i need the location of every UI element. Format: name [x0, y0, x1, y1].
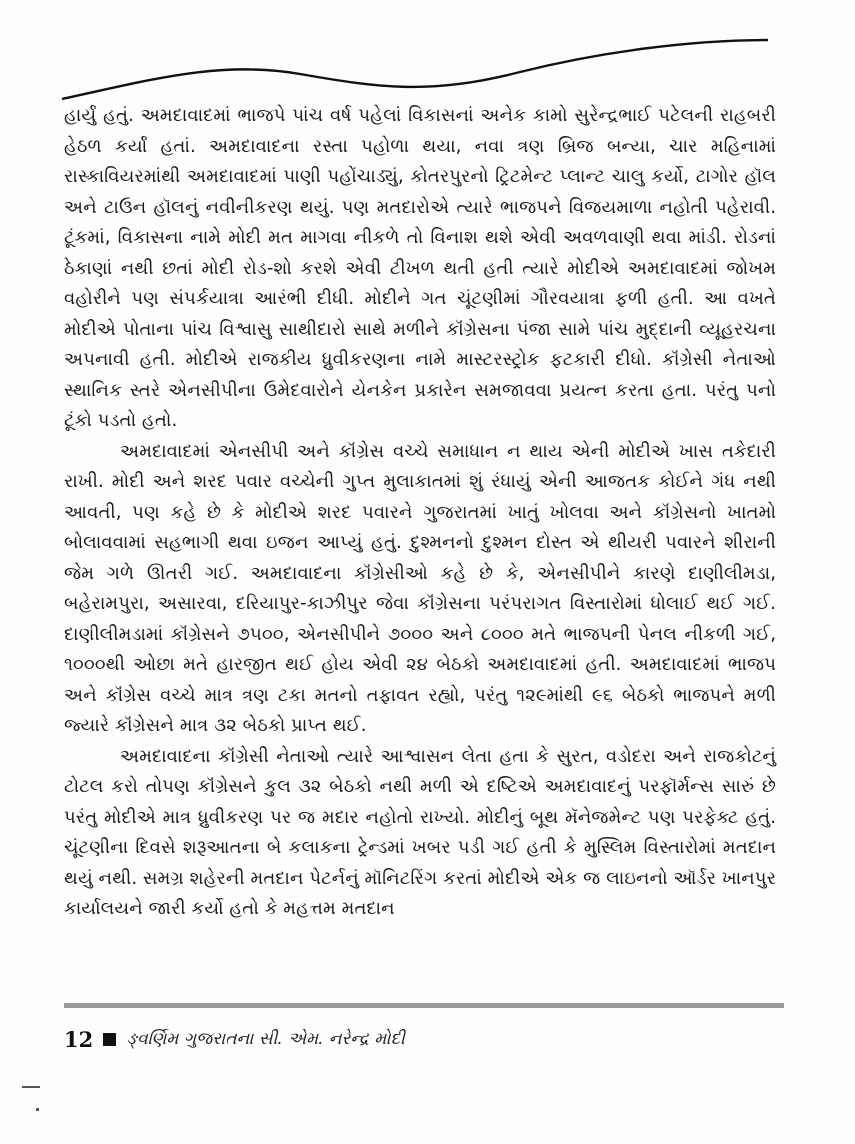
- body-text: [64, 101, 776, 925]
- page-number: 12: [64, 1026, 94, 1052]
- paragraph-1: હાર્યું હતું. અમદાવાદમાં ભાજપે પાંચ વર્ષ પહેલાં વિકાસનાં અનેક કામો સુરેન્દ્રભાઈ પટેલની રાહબરી હેઠળ કર્યાં હતાં. અમદાવાદના રસ્તા પહોળા થયા, નવા ત્રણ બ્રિજ બન્યા, ચાર મહિનામાં રાસ્કાવિયરમાંથી અમદાવાદમાં પાણી પહોંચાડ્યું, કોતરપુરનો ટ્રિટમેન્ટ પ્લાન્ટ ચાલુ કર્યો, ટાગોર હૉલ અને ટાઉન હૉલનું નવીનીકરણ થયું. પણ મતદારોએ ત્યારે ભાજપને વિજયમાળા નહોતી પહેરાવી. ટૂંકમાં, વિકાસના નામે મોદી મત માગવા નીકળે તો વિનાશ થશે એવી અવળવાણી થવા માંડી. રોડનાં ઠેકાણાં નથી છતાં મોદી રોડ-શો કરશે એવી ટીખળ થતી હતી ત્યારે મોદીએ અમદાવાદમાં જોખમ વહોરીને પણ સંપર્કયાત્રા આરંભી દીધી. મોદીને ગત ચૂંટણીમાં ગૌરવયાત્રા ફળી હતી. આ વખતે મોદીએ પોતાના પાંચ વિશ્વાસુ સાથીદારો સાથે મળીને કૉંગ્રેસના પંજા સામે પાંચ મુદ્દાની વ્યૂહરચના અપનાવી હતી. મોદીએ રાજકીય ધ્રુવીકરણના નામે માસ્ટરસ્ટ્રોક ફટકારી દીધો. કૉંગ્રેસી નેતાઓ સ્થાનિક સ્તરે એનસીપીના ઉમેદવારોને યેનકેન પ્રકારેન સમજાવવા પ્રયત્ન કરતા હતા. પરંતુ પનો ટૂંકો પડતો હતો.: [64, 105, 776, 431]
- paragraph-2: અમદાવાદમાં એનસીપી અને કૉંગ્રેસ વચ્ચે સમાધાન ન થાય એની મોદીએ ખાસ તકેદારી રાખી. મોદી અને શરદ પવાર વચ્ચેની ગુપ્ત મુલાકાતમાં શું રંધાયું એની આજતક કોઈને ગંધ નથી આવતી, પણ કહે છે કે મોદીએ શરદ પવારને ગુજરાતમાં ખાતું ખોલવા અને કૉંગ્રેસનો ખાતમો બોલાવવામાં સહભાગી થવા ઇજન આપ્યું હતું. દુશ્મનનો દુશ્મન દોસ્ત એ થીયરી પવારને શીરાની જેમ ગળે ઊતરી ગઈ. અમદાવાદના કૉંગ્રેસીઓ કહે છે કે, એનસીપીને કારણે દાણીલીમડા, બહેરામપુરા, અસારવા, દરિયાપુર-કાઝીપુર જેવા કૉંગ્રેસના પરંપરાગત વિસ્તારોમાં ધોલાઈ થઈ ગઈ. દાણીલીમડામાં કૉંગ્રેસને ૭૫૦૦, એનસીપીને ૭૦૦૦ અને ૮૦૦૦ મતે ભાજપની પેનલ નીકળી ગઈ, ૧૦૦૦થી ઓછા મતે હારજીત થઈ હોય એવી ૨૪ બેઠકો અમદાવાદમાં હતી. અમદાવાદમાં ભાજપ અને કૉંગ્રેસ વચ્ચે માત્ર ત્રણ ટકા મતનો તફાવત રહ્યો, પરંતુ ૧૨૯માંથી ૯૬ બેઠકો ભાજપને મળી જ્યારે કૉંગ્રેસને માત્ર ૩૨ બેઠકો પ્રાપ્ત થઈ.: [64, 440, 776, 736]
- scan-speck: [36, 1108, 39, 1111]
- running-book-title: ઙ્વર્ણિમ ગુજરાતના સી. એમ. નરેન્દ્ર મોદી: [126, 1029, 405, 1049]
- page-footer: [64, 1024, 405, 1054]
- black-square-icon: [103, 1033, 116, 1046]
- scan-speck: [22, 1086, 40, 1088]
- paragraph-3: અમદાવાદના કૉંગ્રેસી નેતાઓ ત્યારે આશ્વાસન લેતા હતા કે સુરત, વડોદરા અને રાજકોટનું ટોટલ કરો તોપણ કૉંગ્રેસને કુલ ૩૨ બેઠકો નથી મળી એ દષ્ટિએ અમદાવાદનું પરફૉર્મન્સ સારું છે પરંતુ મોદીએ માત્ર ધ્રુવીકરણ પર જ મદાર નહોતો રાખ્યો. મોદીનું બૂથ મૅનેજમેન્ટ પણ પરફેક્ટ હતું. ચૂંટણીના દિવસે શરૂઆતના બે કલાકના ટ્રેન્ડમાં ખબર પડી ગઈ હતી કે મુસ્લિમ વિસ્તારોમાં મતદાન થયું નથી. સમગ્ર શહેરની મતદાન પેટર્નનું મૉનિટરિંગ કરતાં મોદીએ એક જ લાઇનનો ઑર્ડર ખાનપુર કાર્યાલયને જારી કર્યો હતો કે મહત્તમ મતદાન: [64, 745, 776, 919]
- footer-divider: [64, 1003, 784, 1008]
